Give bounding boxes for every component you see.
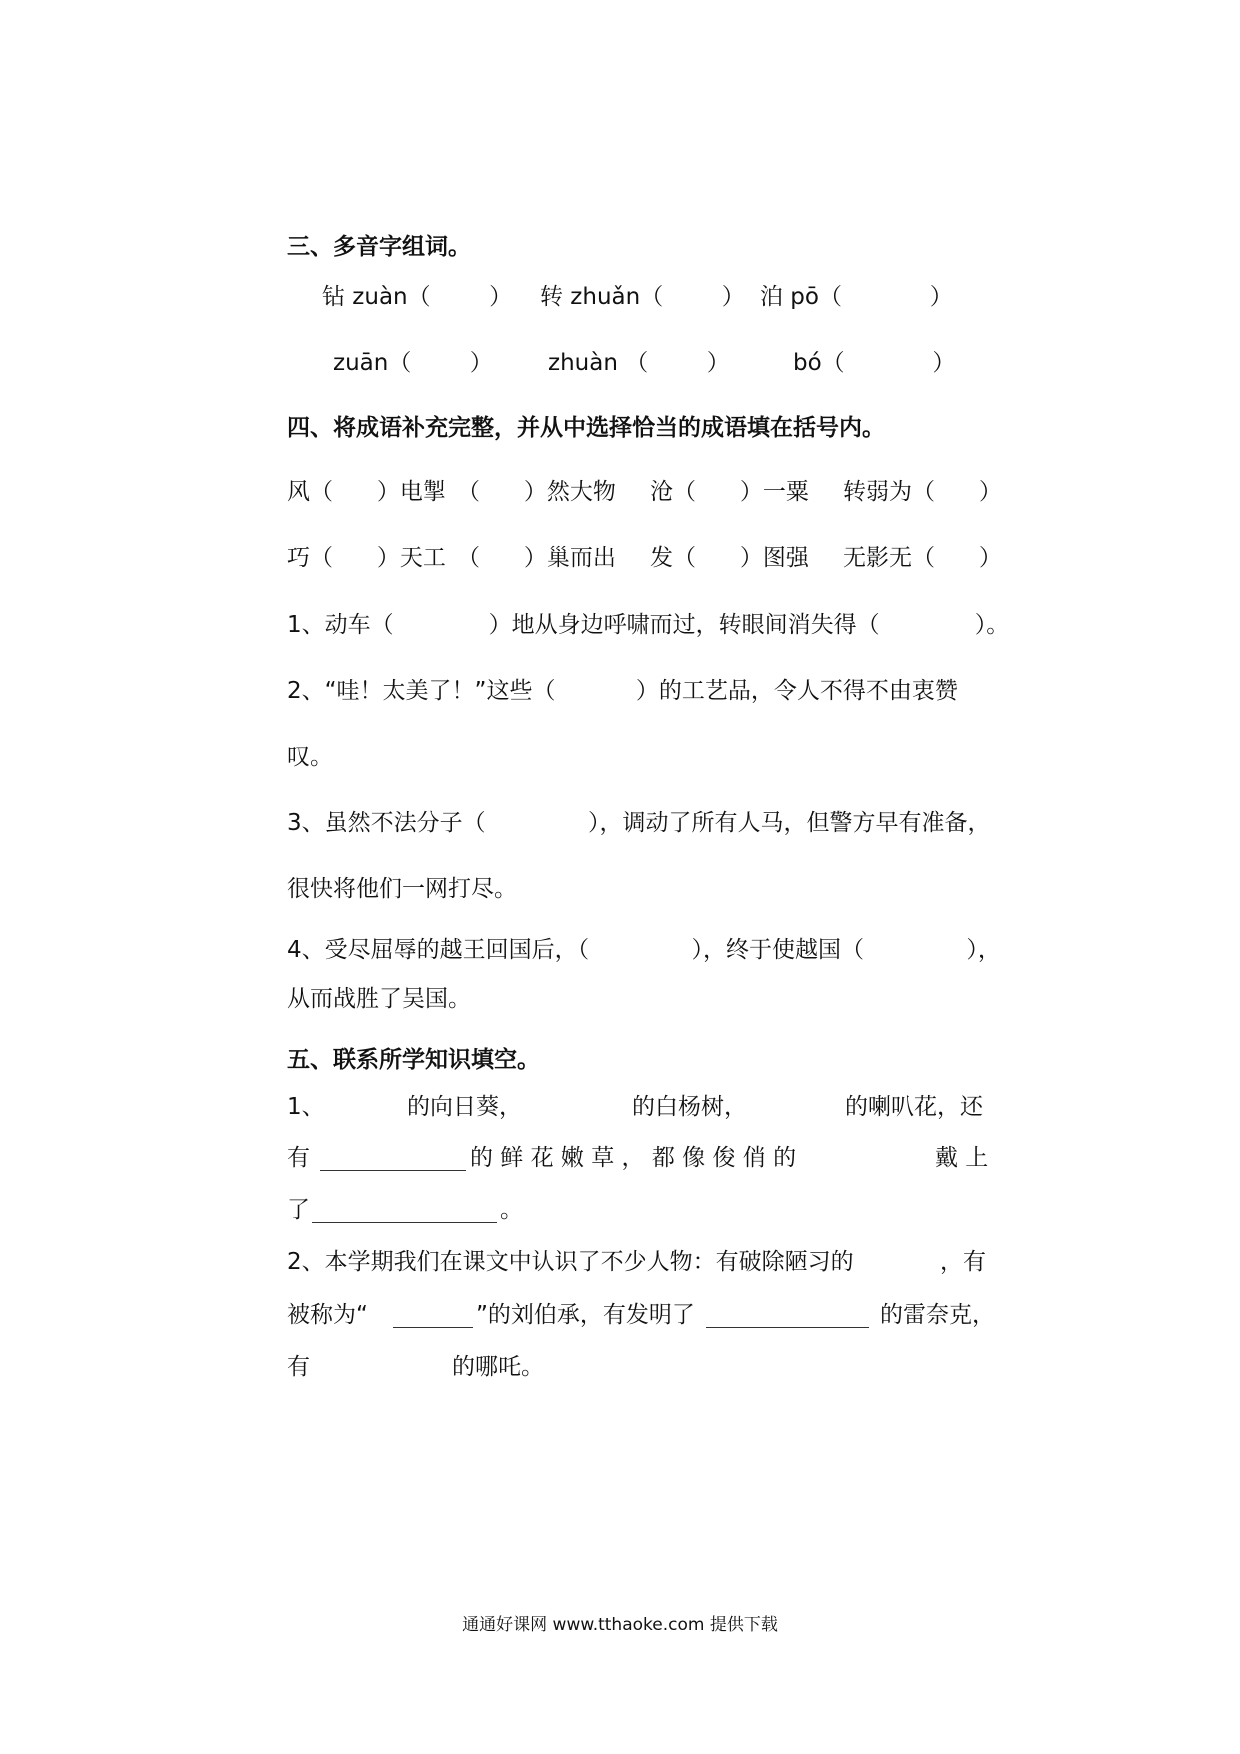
blank-flowers[interactable] xyxy=(320,1148,466,1171)
polyphone-zhuan4: zhuàn （ ） xyxy=(548,350,730,376)
blank-invention[interactable] xyxy=(706,1305,869,1328)
idiom-7: 发（ ）图强 xyxy=(650,545,809,571)
fill-1-line3-end: 。 xyxy=(500,1197,523,1223)
fill-2-line1: 2、本学期我们在课文中认识了不少人物：有破除陋习的 xyxy=(287,1249,854,1275)
polyphone-zuan1: zuān（ ） xyxy=(333,350,493,376)
fill-1-line3-prefix: 了 xyxy=(287,1197,310,1223)
idiom-6: （ ）巢而出 xyxy=(457,545,616,571)
fill-2-line1-end: ，有 xyxy=(940,1249,986,1275)
fill-2-line2-prefix: 被称为“ xyxy=(287,1302,368,1328)
idiom-2: （ ）然大物 xyxy=(457,479,616,505)
footer-source: 通通好课网 www.tthaoke.com 提供下载 xyxy=(462,1615,778,1635)
section-4-title: 四、将成语补充完整，并从中选择恰当的成语填在括号内。 xyxy=(287,415,885,441)
idiom-8: 无影无（ ） xyxy=(843,545,1002,571)
fill-2-line3-end: 的哪吒。 xyxy=(452,1354,544,1380)
fill-1-line2-prefix: 有 xyxy=(287,1145,310,1171)
section-5-title: 五、联系所学知识填空。 xyxy=(287,1047,540,1073)
section-3-title: 三、多音字组词。 xyxy=(287,234,471,260)
question-2-line-2: 叹。 xyxy=(287,744,333,770)
question-1: 1、动车（ ）地从身边呼啸而过，转眼间消失得（ ）。 xyxy=(287,612,1010,638)
fill-1-morning-glory: 的喇叭花，还 xyxy=(845,1094,983,1120)
idiom-5: 巧（ ）天工 xyxy=(287,545,446,571)
idiom-4: 转弱为（ ） xyxy=(843,479,1002,505)
fill-1-prefix: 1、 xyxy=(287,1094,325,1120)
question-3-line-1: 3、虽然不法分子（ ），调动了所有人马，但警方早有准备， xyxy=(287,810,991,836)
fill-1-sunflower: 的向日葵， xyxy=(407,1094,522,1120)
polyphone-po1: 泊 pō（ ） xyxy=(760,284,953,310)
fill-1-line2-middle: 的 鲜 花 嫩 草 ， 都 像 俊 俏 的 xyxy=(470,1145,797,1171)
question-2-line-1: 2、“哇！太美了！”这些（ ）的工艺品，令人不得不由衷赞 xyxy=(287,678,958,704)
fill-2-line2-middle: ”的刘伯承，有发明了 xyxy=(476,1302,695,1328)
idiom-3: 沧（ ）一粟 xyxy=(650,479,809,505)
blank-wearing[interactable] xyxy=(312,1200,497,1223)
polyphone-zuan4: 钻 zuàn（ ） xyxy=(322,284,513,310)
fill-2-line2-end: 的雷奈克， xyxy=(880,1302,995,1328)
blank-nickname[interactable] xyxy=(393,1305,473,1328)
fill-1-line2-end: 戴 上 xyxy=(935,1145,989,1171)
idiom-1: 风（ ）电掣 xyxy=(287,479,446,505)
polyphone-zhuan3: 转 zhuǎn（ ） xyxy=(540,284,745,310)
fill-1-poplar: 的白杨树， xyxy=(632,1094,747,1120)
fill-2-line3-prefix: 有 xyxy=(287,1354,310,1380)
polyphone-bo2: bó（ ） xyxy=(793,350,956,376)
question-3-line-2: 很快将他们一网打尽。 xyxy=(287,876,517,902)
question-4-line-2: 从而战胜了吴国。 xyxy=(287,986,471,1012)
question-4-line-1: 4、受尽屈辱的越王回国后，（ ），终于使越国（ ）， xyxy=(287,937,1001,963)
